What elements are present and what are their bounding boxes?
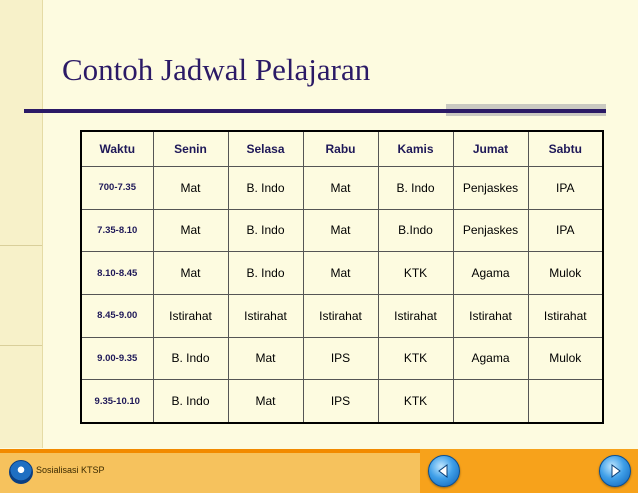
cell-sabtu: [528, 380, 603, 423]
cell-senin: Mat: [153, 167, 228, 210]
cell-kamis: KTK: [378, 337, 453, 380]
cell-jumat: Istirahat: [453, 294, 528, 337]
cell-selasa: B. Indo: [228, 167, 303, 210]
cell-selasa: Mat: [228, 380, 303, 423]
cell-jumat: Penjaskes: [453, 209, 528, 252]
arrow-left-icon: [436, 463, 452, 479]
cell-jumat: Agama: [453, 337, 528, 380]
footer-bar: [0, 449, 638, 493]
cell-jumat: Agama: [453, 252, 528, 295]
cell-kamis: KTK: [378, 252, 453, 295]
slide-title: Contoh Jadwal Pelajaran: [62, 52, 371, 87]
cell-rabu: Istirahat: [303, 294, 378, 337]
header-selasa: Selasa: [228, 131, 303, 167]
cell-sabtu: Istirahat: [528, 294, 603, 337]
header-senin: Senin: [153, 131, 228, 167]
previous-slide-button[interactable]: [428, 455, 460, 487]
cell-sabtu: IPA: [528, 167, 603, 210]
cell-sabtu: Mulok: [528, 337, 603, 380]
table-row: [81, 167, 603, 210]
cell-rabu: Mat: [303, 167, 378, 210]
cell-jumat: Penjaskes: [453, 167, 528, 210]
cell-senin: B. Indo: [153, 337, 228, 380]
cell-rabu: Mat: [303, 209, 378, 252]
cell-rabu: IPS: [303, 380, 378, 423]
header-jumat: Jumat: [453, 131, 528, 167]
cell-selasa: B. Indo: [228, 209, 303, 252]
cell-senin: Istirahat: [153, 294, 228, 337]
band-divider: [0, 245, 42, 246]
table-row: [81, 209, 603, 252]
cell-rabu: Mat: [303, 252, 378, 295]
cell-time: 700-7.35: [81, 167, 153, 210]
cell-kamis: B.Indo: [378, 209, 453, 252]
cell-kamis: Istirahat: [378, 294, 453, 337]
footer-label: Sosialisasi KTSP: [36, 465, 105, 475]
cell-selasa: B. Indo: [228, 252, 303, 295]
title-underline: [24, 109, 606, 113]
table-header-row: [81, 131, 603, 167]
cell-sabtu: Mulok: [528, 252, 603, 295]
cell-senin: Mat: [153, 209, 228, 252]
header-sabtu: Sabtu: [528, 131, 603, 167]
table-row: [81, 380, 603, 423]
next-slide-button[interactable]: [599, 455, 631, 487]
footer-top-stripe: [0, 449, 420, 453]
cell-kamis: B. Indo: [378, 167, 453, 210]
cell-time: 8.45-9.00: [81, 294, 153, 337]
table-row: [81, 252, 603, 295]
cell-time: 7.35-8.10: [81, 209, 153, 252]
tut-wuri-handayani-logo: [9, 460, 33, 484]
header-kamis: Kamis: [378, 131, 453, 167]
cell-jumat: [453, 380, 528, 423]
band-divider: [0, 345, 42, 346]
left-decorative-band: [0, 0, 43, 448]
cell-senin: B. Indo: [153, 380, 228, 423]
arrow-right-icon: [607, 463, 623, 479]
cell-time: 8.10-8.45: [81, 252, 153, 295]
cell-senin: Mat: [153, 252, 228, 295]
cell-kamis: KTK: [378, 380, 453, 423]
cell-rabu: IPS: [303, 337, 378, 380]
cell-time: 9.00-9.35: [81, 337, 153, 380]
vertical-rule: [42, 0, 43, 448]
cell-selasa: Mat: [228, 337, 303, 380]
table-row: [81, 294, 603, 337]
cell-sabtu: IPA: [528, 209, 603, 252]
schedule-table: [80, 130, 604, 424]
table-row: [81, 337, 603, 380]
header-waktu: Waktu: [81, 131, 153, 167]
cell-selasa: Istirahat: [228, 294, 303, 337]
header-rabu: Rabu: [303, 131, 378, 167]
cell-time: 9.35-10.10: [81, 380, 153, 423]
